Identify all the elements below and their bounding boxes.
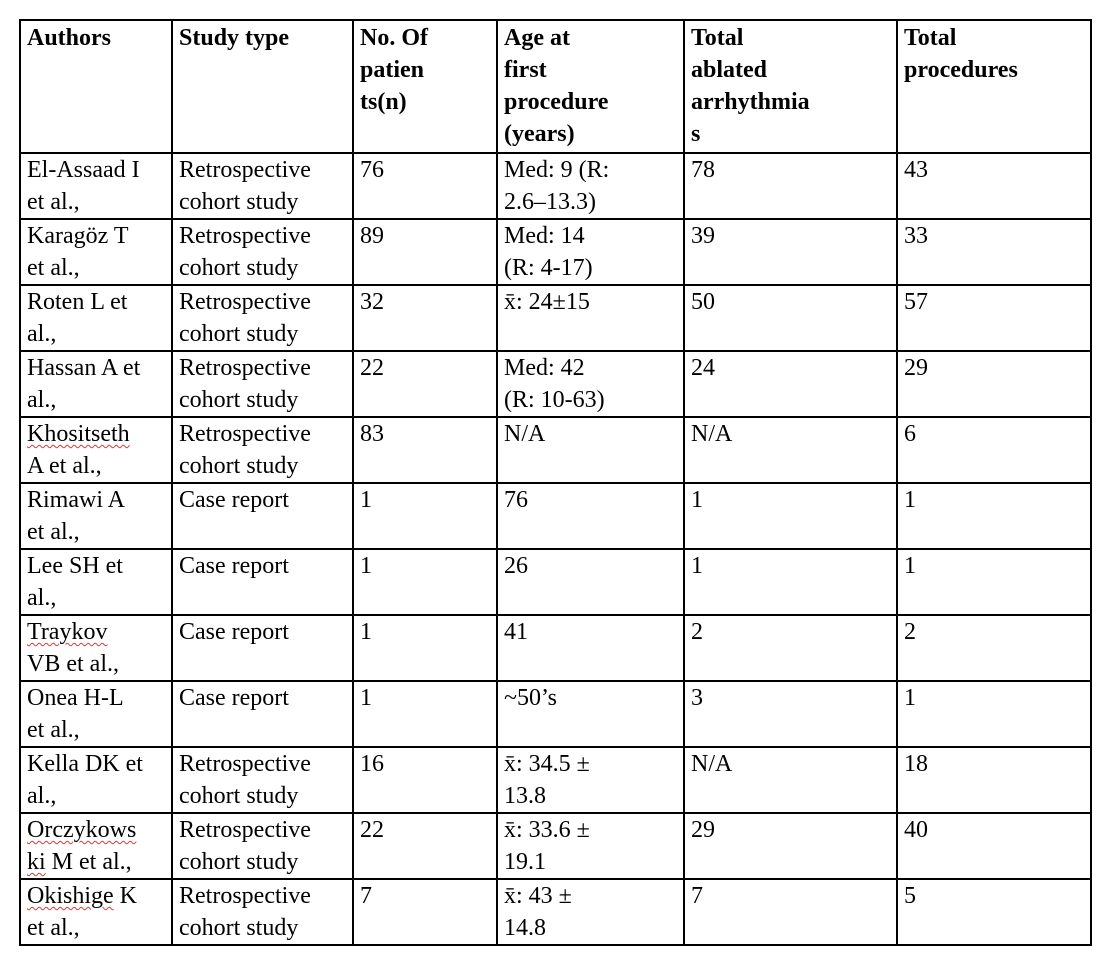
- cell-age: Med: 14 (R: 4-17): [497, 219, 684, 285]
- cell-age: x̄: 24±15: [497, 285, 684, 351]
- header-age: Age at first procedure (years): [497, 20, 684, 153]
- cell-study-type: Case report: [172, 483, 353, 549]
- cell-study-type: Retrospective cohort study: [172, 153, 353, 219]
- cell-author: [20, 879, 172, 945]
- cell-author: Hassan A et al.,: [20, 351, 172, 417]
- cell-study-type: Retrospective cohort study: [172, 285, 353, 351]
- cell-procedures: 5: [897, 879, 1091, 945]
- spellcheck-word: Okishige: [27, 883, 114, 909]
- author-continuation: M et al.,: [45, 849, 132, 875]
- cell-arrhythmias: 3: [684, 681, 897, 747]
- table-body: [20, 153, 1091, 945]
- cell-study-type: Retrospective cohort study: [172, 813, 353, 879]
- table-row: [20, 813, 1091, 879]
- cell-study-type: Case report: [172, 549, 353, 615]
- author-continuation: K et al.,: [27, 883, 138, 941]
- cell-author: [20, 417, 172, 483]
- cell-procedures: 2: [897, 615, 1091, 681]
- cell-patients: 7: [353, 879, 497, 945]
- cell-study-type: Retrospective cohort study: [172, 219, 353, 285]
- table-row: [20, 417, 1091, 483]
- cell-patients: 1: [353, 615, 497, 681]
- spellcheck-word: Khositseth: [27, 421, 130, 447]
- cell-procedures: 40: [897, 813, 1091, 879]
- cell-author: [20, 813, 172, 879]
- cell-study-type: Retrospective cohort study: [172, 879, 353, 945]
- cell-procedures: 1: [897, 549, 1091, 615]
- cell-author: [20, 615, 172, 681]
- table-row: [20, 747, 1091, 813]
- cell-arrhythmias: 1: [684, 549, 897, 615]
- table-row: [20, 285, 1091, 351]
- cell-arrhythmias: 1: [684, 483, 897, 549]
- header-patients: No. Of patien ts(n): [353, 20, 497, 153]
- header-arrhythmias: Total ablated arrhythmia s: [684, 20, 897, 153]
- cell-author: Roten L et al.,: [20, 285, 172, 351]
- cell-age: x̄: 43 ± 14.8: [497, 879, 684, 945]
- table-row: [20, 615, 1091, 681]
- cell-patients: 32: [353, 285, 497, 351]
- cell-age: 76: [497, 483, 684, 549]
- spellcheck-word: Orczykows: [27, 817, 137, 843]
- table-header: [20, 20, 1091, 153]
- cell-patients: 22: [353, 813, 497, 879]
- table-row: [20, 153, 1091, 219]
- table-row: [20, 879, 1091, 945]
- cell-author: Onea H-L et al.,: [20, 681, 172, 747]
- cell-age: Med: 9 (R: 2.6–13.3): [497, 153, 684, 219]
- table-row: [20, 351, 1091, 417]
- cell-arrhythmias: N/A: [684, 417, 897, 483]
- cell-arrhythmias: 78: [684, 153, 897, 219]
- cell-study-type: Retrospective cohort study: [172, 747, 353, 813]
- cell-author: Karagöz T et al.,: [20, 219, 172, 285]
- study-table: [19, 19, 1092, 946]
- cell-procedures: 1: [897, 483, 1091, 549]
- cell-author: Kella DK et al.,: [20, 747, 172, 813]
- author-continuation: A et al.,: [27, 453, 102, 479]
- cell-age: N/A: [497, 417, 684, 483]
- cell-age: x̄: 34.5 ± 13.8: [497, 747, 684, 813]
- header-procedures: Total procedures: [897, 20, 1091, 153]
- table-row: [20, 681, 1091, 747]
- cell-arrhythmias: 24: [684, 351, 897, 417]
- cell-patients: 89: [353, 219, 497, 285]
- header-authors: Authors: [20, 20, 172, 153]
- cell-age: 41: [497, 615, 684, 681]
- table-row: [20, 219, 1091, 285]
- cell-patients: 1: [353, 681, 497, 747]
- spellcheck-word: Traykov: [27, 619, 108, 645]
- cell-age: Med: 42 (R: 10-63): [497, 351, 684, 417]
- cell-author: Lee SH et al.,: [20, 549, 172, 615]
- cell-patients: 1: [353, 549, 497, 615]
- spellcheck-word: ki: [27, 849, 46, 875]
- cell-procedures: 6: [897, 417, 1091, 483]
- cell-author: El-Assaad I et al.,: [20, 153, 172, 219]
- cell-procedures: 18: [897, 747, 1091, 813]
- cell-study-type: Retrospective cohort study: [172, 417, 353, 483]
- table-row: [20, 549, 1091, 615]
- header-row: [20, 20, 1091, 153]
- cell-procedures: 33: [897, 219, 1091, 285]
- cell-study-type: Case report: [172, 615, 353, 681]
- cell-age: x̄: 33.6 ± 19.1: [497, 813, 684, 879]
- cell-patients: 22: [353, 351, 497, 417]
- cell-study-type: Retrospective cohort study: [172, 351, 353, 417]
- cell-procedures: 57: [897, 285, 1091, 351]
- cell-procedures: 29: [897, 351, 1091, 417]
- cell-patients: 76: [353, 153, 497, 219]
- cell-patients: 1: [353, 483, 497, 549]
- cell-study-type: Case report: [172, 681, 353, 747]
- cell-arrhythmias: 29: [684, 813, 897, 879]
- cell-arrhythmias: 50: [684, 285, 897, 351]
- cell-arrhythmias: N/A: [684, 747, 897, 813]
- cell-age: 26: [497, 549, 684, 615]
- cell-arrhythmias: 2: [684, 615, 897, 681]
- cell-procedures: 43: [897, 153, 1091, 219]
- cell-age: ~50’s: [497, 681, 684, 747]
- table-row: [20, 483, 1091, 549]
- cell-author: Rimawi A et al.,: [20, 483, 172, 549]
- cell-patients: 83: [353, 417, 497, 483]
- cell-arrhythmias: 7: [684, 879, 897, 945]
- header-study-type: Study type: [172, 20, 353, 153]
- author-continuation: VB et al.,: [27, 651, 119, 677]
- cell-arrhythmias: 39: [684, 219, 897, 285]
- cell-procedures: 1: [897, 681, 1091, 747]
- cell-patients: 16: [353, 747, 497, 813]
